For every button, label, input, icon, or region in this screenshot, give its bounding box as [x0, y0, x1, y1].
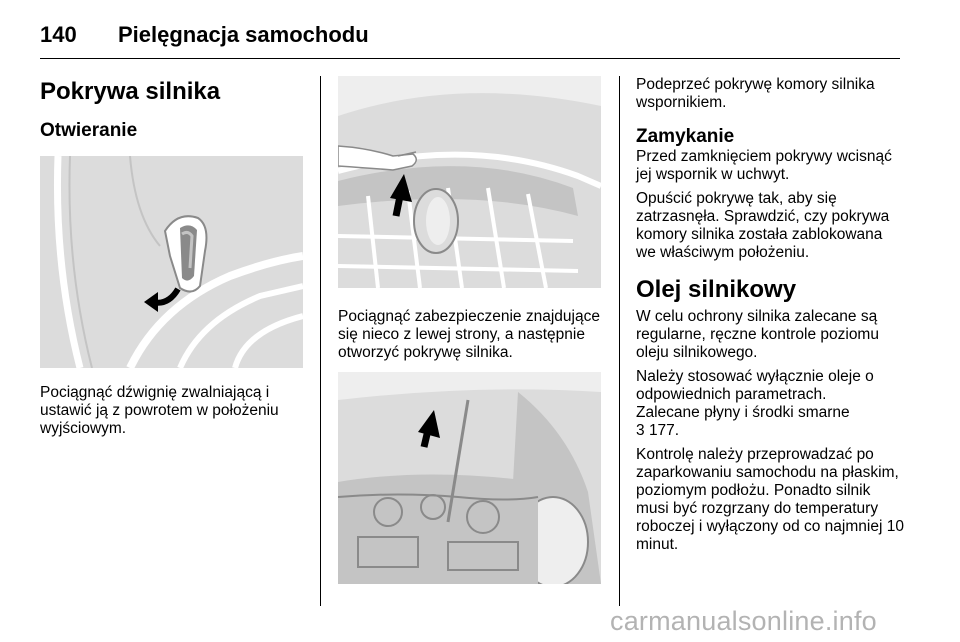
closing-paragraph-1: Przed zamknięciem pokrywy wcisnąć jej wspornik w uchwyt.: [636, 148, 892, 183]
support-instruction-text: Podeprzeć pokrywę komory silnika wspornikiem.: [636, 76, 875, 111]
oil-paragraph-2-reference-label: Zalecane płyny i środki smarne: [636, 404, 850, 421]
oil-page-reference[interactable]: [636, 422, 906, 440]
page-reference-number: 177.: [648, 422, 680, 439]
header-divider: [40, 58, 900, 59]
oil-paragraph-3: Kontrolę należy przeprowadzać po zaparkowaniu samochodu na płaskim, poziomym podłożu. Ponadto silnik musi być rozgrzany do temperatury roboczej i wyłączony od co najmniej 10 minut.: [636, 446, 904, 553]
oil-paragraph-1: W celu ochrony silnika zalecane są regularne, ręczne kontrole poziomu oleju silnikowego.: [636, 308, 879, 361]
open-hood-support-illustration: [338, 372, 601, 584]
closing-paragraph-2: Opuścić pokrywę tak, aby się zatrzasnęła. Sprawdzić, czy pokrywa komory silnika została zablokowana we właściwym położeniu.: [636, 190, 890, 261]
section-title-engine-oil: Olej silnikowy: [636, 276, 797, 303]
column-1: [40, 76, 305, 438]
chapter-title: Pielęgnacja samochodu: [118, 22, 369, 47]
hood-release-lever-illustration: [40, 156, 303, 368]
subsection-title-closing: Zamykanie: [636, 126, 735, 147]
hood-latch-illustration: [338, 76, 601, 288]
oil-paragraph-2: Należy stosować wyłącznie oleje o odpowiednich parametrach.: [636, 368, 874, 403]
watermark: carmanualsonline.info: [610, 606, 877, 636]
column-3: [636, 76, 906, 554]
page-reference-icon: 3: [636, 422, 645, 439]
lever-instruction-text: Pociągnąć dźwignię zwalniającą i ustawić ją z powrotem w położeniu wyjściowym.: [40, 384, 279, 437]
column-2: [338, 76, 603, 584]
column-divider-1: [320, 76, 321, 606]
latch-instruction-text: Pociągnąć zabezpieczenie znajdujące się nieco z lewej strony, a następnie otworzyć pokrywę silnika.: [338, 308, 600, 361]
column-divider-2: [619, 76, 620, 606]
subsection-title-opening: Otwieranie: [40, 120, 138, 141]
section-title-engine-hood: Pokrywa silnika: [40, 78, 221, 105]
page-number: 140: [40, 22, 77, 47]
